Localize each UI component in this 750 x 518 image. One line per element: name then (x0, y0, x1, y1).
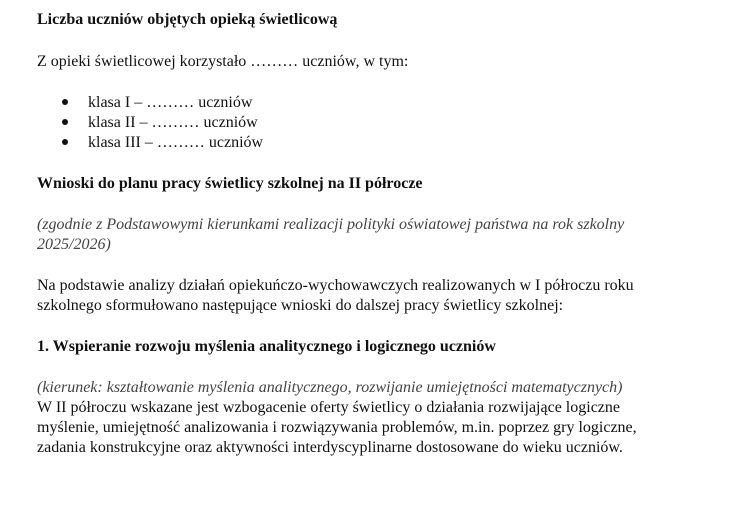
bullet-item (62, 93, 252, 113)
point-text-line: myślenie, umiejętność analizowania i rozwiązywania problemów, m.in. poprzez gry logiczne, (37, 419, 637, 436)
paragraph-line: szkolnego sformułowano następujące wnioski do dalszej pracy świetlicy szkolnej: (37, 297, 564, 314)
bullet-text: klasa I – ……… uczniów (88, 94, 253, 111)
note-line: (zgodnie z Podstawowymi kierunkami realizacji polityki oświatowej państwa na rok szkolny (37, 216, 625, 233)
section-heading-student-count: Liczba uczniów objętych opieką świetlicową (37, 11, 338, 28)
paragraph-line: Na podstawie analizy działań opiekuńczo-wychowawczych realizowanych w I półroczu roku (37, 277, 634, 294)
intro-sentence: Z opieki świetlicowej korzystało ……… uczniów, w tym: (37, 53, 409, 70)
bullet-text: klasa III – ……… uczniów (88, 134, 264, 151)
bullet-dot-icon (62, 119, 68, 125)
point-text-line: zadania konstrukcyjne oraz aktywności interdyscyplinarne dostosowane do wieku uczniów. (37, 439, 623, 456)
point-direction: (kierunek: kształtowanie myślenia analitycznego, rozwijanie umiejętności matematycznych) (37, 379, 623, 396)
note-line: 2025/2026) (37, 236, 111, 253)
bullet-text: klasa II – ……… uczniów (88, 114, 258, 131)
bullet-item (62, 113, 258, 133)
bullet-item (62, 133, 263, 153)
point-heading: 1. Wspieranie rozwoju myślenia analitycznego i logicznego uczniów (37, 338, 496, 355)
bullet-dot-icon (62, 99, 68, 105)
bullet-dot-icon (62, 139, 68, 145)
section-heading-conclusions: Wnioski do planu pracy świetlicy szkolnej na II półrocze (37, 175, 423, 192)
point-text-line: W II półroczu wskazane jest wzbogacenie oferty świetlicy o działania rozwijające logiczne (37, 399, 620, 416)
